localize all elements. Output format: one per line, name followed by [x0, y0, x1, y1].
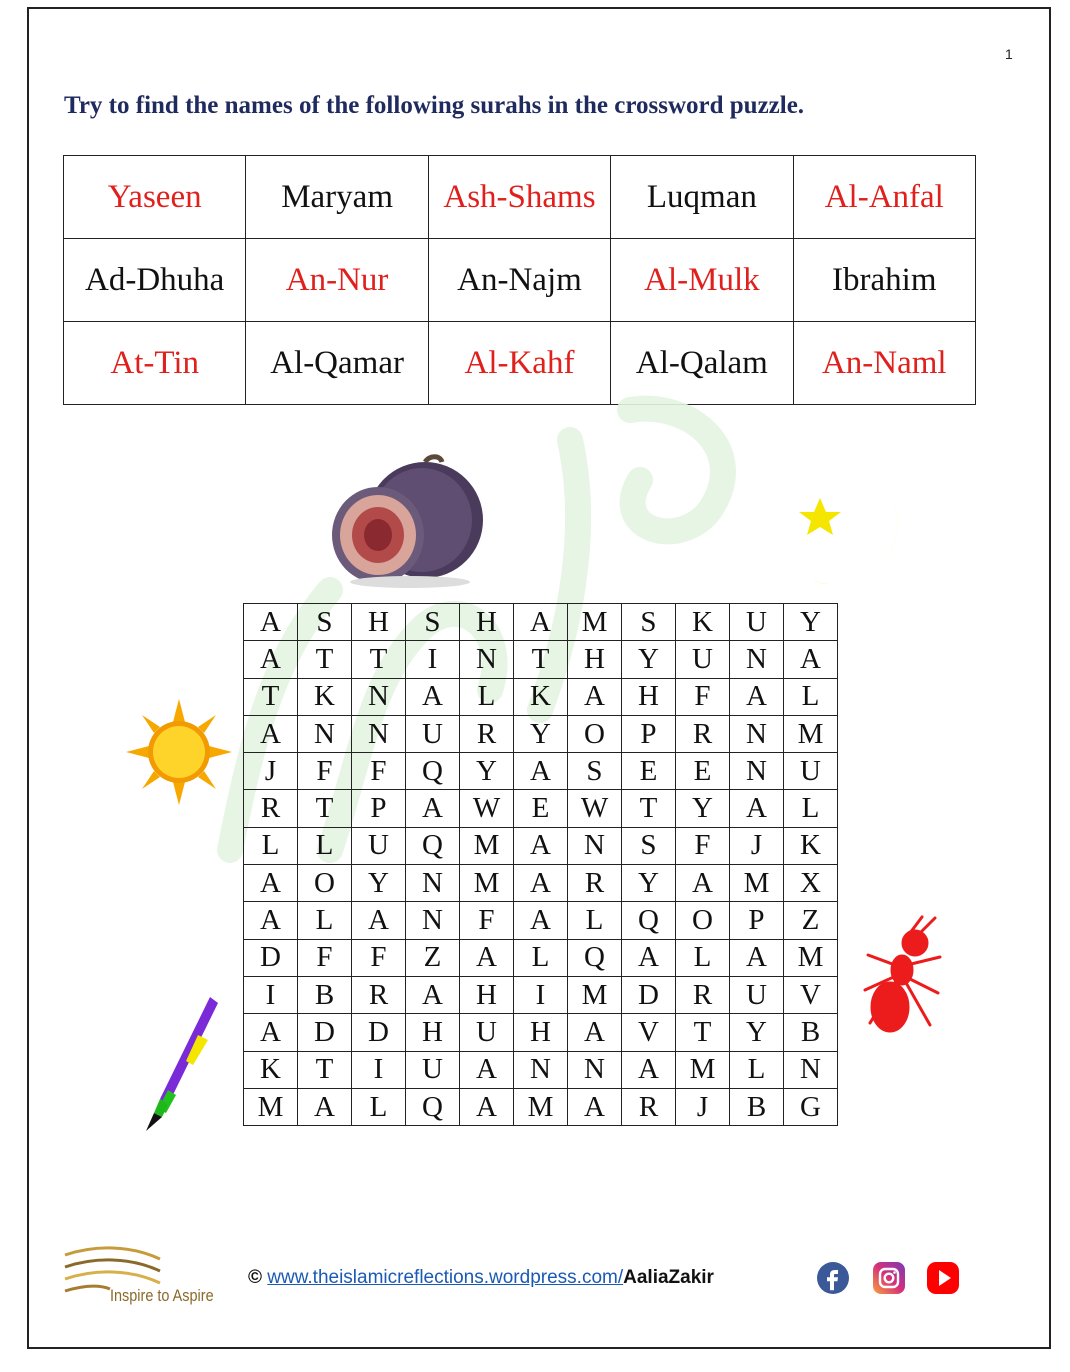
grid-row	[244, 1088, 838, 1125]
sun-image	[124, 697, 234, 807]
grid-letter-cell[interactable]: M	[568, 976, 622, 1013]
grid-letter-cell[interactable]: S	[298, 604, 352, 641]
grid-letter-cell[interactable]: A	[460, 1051, 514, 1088]
grid-letter-cell[interactable]: K	[784, 827, 838, 864]
grid-letter-cell[interactable]: B	[730, 1088, 784, 1125]
grid-letter-cell[interactable]: X	[784, 865, 838, 902]
surah-row	[64, 156, 976, 239]
grid-letter-cell[interactable]: T	[298, 790, 352, 827]
grid-letter-cell[interactable]: U	[406, 715, 460, 752]
grid-letter-cell[interactable]: K	[244, 1051, 298, 1088]
grid-letter-cell[interactable]: W	[460, 790, 514, 827]
grid-letter-cell[interactable]: T	[676, 1014, 730, 1051]
grid-letter-cell[interactable]: U	[730, 976, 784, 1013]
grid-letter-cell[interactable]: I	[406, 641, 460, 678]
grid-letter-cell[interactable]: A	[730, 678, 784, 715]
grid-letter-cell[interactable]: A	[568, 1014, 622, 1051]
grid-letter-cell[interactable]: T	[514, 641, 568, 678]
author-name: AaliaZakir	[623, 1267, 714, 1288]
grid-letter-cell[interactable]: A	[514, 827, 568, 864]
grid-letter-cell[interactable]: A	[244, 604, 298, 641]
grid-letter-cell[interactable]: F	[352, 753, 406, 790]
grid-letter-cell[interactable]: N	[568, 827, 622, 864]
grid-letter-cell[interactable]: A	[730, 790, 784, 827]
grid-letter-cell[interactable]: A	[406, 678, 460, 715]
grid-letter-cell[interactable]: H	[622, 678, 676, 715]
grid-letter-cell[interactable]: I	[352, 1051, 406, 1088]
grid-letter-cell[interactable]: Z	[406, 939, 460, 976]
grid-row	[244, 902, 838, 939]
grid-row	[244, 827, 838, 864]
grid-letter-cell[interactable]: H	[406, 1014, 460, 1051]
grid-letter-cell[interactable]: K	[298, 678, 352, 715]
grid-letter-cell[interactable]: V	[784, 976, 838, 1013]
grid-letter-cell[interactable]: P	[730, 902, 784, 939]
grid-letter-cell[interactable]: Y	[514, 715, 568, 752]
grid-row	[244, 604, 838, 641]
grid-letter-cell[interactable]: N	[460, 641, 514, 678]
grid-letter-cell[interactable]: J	[676, 1088, 730, 1125]
grid-letter-cell[interactable]: N	[406, 865, 460, 902]
grid-row	[244, 641, 838, 678]
grid-letter-cell[interactable]: A	[568, 678, 622, 715]
grid-letter-cell[interactable]: S	[622, 827, 676, 864]
grid-letter-cell[interactable]: A	[784, 641, 838, 678]
grid-letter-cell[interactable]: L	[514, 939, 568, 976]
grid-letter-cell[interactable]: B	[784, 1014, 838, 1051]
grid-letter-cell[interactable]: H	[460, 976, 514, 1013]
grid-letter-cell[interactable]: K	[514, 678, 568, 715]
surah-name-cell: Al-Anfal	[793, 156, 975, 239]
grid-letter-cell[interactable]: E	[622, 753, 676, 790]
surah-name-cell: Ash-Shams	[428, 156, 610, 239]
grid-letter-cell[interactable]: P	[352, 790, 406, 827]
grid-letter-cell[interactable]: M	[514, 1088, 568, 1125]
grid-letter-cell[interactable]: F	[460, 902, 514, 939]
grid-letter-cell[interactable]: M	[730, 865, 784, 902]
surah-name-cell: At-Tin	[64, 322, 246, 405]
grid-letter-cell[interactable]: H	[460, 604, 514, 641]
grid-letter-cell[interactable]: N	[568, 1051, 622, 1088]
facebook-icon[interactable]	[817, 1262, 849, 1294]
grid-letter-cell[interactable]: Z	[784, 902, 838, 939]
grid-letter-cell[interactable]: R	[676, 715, 730, 752]
grid-letter-cell[interactable]: R	[568, 865, 622, 902]
grid-letter-cell[interactable]: N	[784, 1051, 838, 1088]
surah-name-cell: Al-Kahf	[428, 322, 610, 405]
grid-letter-cell[interactable]: M	[244, 1088, 298, 1125]
surah-row	[64, 239, 976, 322]
grid-letter-cell[interactable]: T	[244, 678, 298, 715]
grid-letter-cell[interactable]: S	[568, 753, 622, 790]
grid-letter-cell[interactable]: S	[406, 604, 460, 641]
surah-name-cell: An-Najm	[428, 239, 610, 322]
grid-letter-cell[interactable]: N	[514, 1051, 568, 1088]
grid-letter-cell[interactable]: A	[298, 1088, 352, 1125]
grid-letter-cell[interactable]: R	[244, 790, 298, 827]
grid-letter-cell[interactable]: Q	[568, 939, 622, 976]
grid-letter-cell[interactable]: B	[298, 976, 352, 1013]
grid-letter-cell[interactable]: H	[568, 641, 622, 678]
grid-letter-cell[interactable]: Y	[460, 753, 514, 790]
grid-letter-cell[interactable]: Y	[352, 865, 406, 902]
surah-name-cell: An-Nur	[246, 239, 428, 322]
surah-name-cell: Al-Qalam	[611, 322, 793, 405]
grid-letter-cell[interactable]: W	[568, 790, 622, 827]
surah-name-cell: An-Naml	[793, 322, 975, 405]
grid-letter-cell[interactable]: F	[352, 939, 406, 976]
grid-letter-cell[interactable]: A	[514, 865, 568, 902]
grid-letter-cell[interactable]: Y	[676, 790, 730, 827]
grid-letter-cell[interactable]: N	[298, 715, 352, 752]
grid-letter-cell[interactable]: H	[514, 1014, 568, 1051]
surah-name-cell: Ad-Dhuha	[64, 239, 246, 322]
grid-letter-cell[interactable]: A	[406, 976, 460, 1013]
grid-letter-cell[interactable]: U	[352, 827, 406, 864]
grid-letter-cell[interactable]: I	[244, 976, 298, 1013]
grid-letter-cell[interactable]: D	[352, 1014, 406, 1051]
grid-letter-cell[interactable]: Q	[406, 1088, 460, 1125]
grid-letter-cell[interactable]: A	[568, 1088, 622, 1125]
grid-letter-cell[interactable]: T	[622, 790, 676, 827]
grid-letter-cell[interactable]: A	[460, 1088, 514, 1125]
grid-letter-cell[interactable]: D	[298, 1014, 352, 1051]
grid-letter-cell[interactable]: Q	[406, 827, 460, 864]
crescent-moon-star-image	[780, 470, 910, 600]
grid-letter-cell[interactable]: L	[298, 902, 352, 939]
grid-letter-cell[interactable]: L	[730, 1051, 784, 1088]
surah-name-cell: Ibrahim	[793, 239, 975, 322]
grid-letter-cell[interactable]: N	[730, 715, 784, 752]
grid-letter-cell[interactable]: L	[676, 939, 730, 976]
grid-letter-cell[interactable]: N	[406, 902, 460, 939]
grid-letter-cell[interactable]: A	[406, 790, 460, 827]
grid-letter-cell[interactable]: L	[784, 790, 838, 827]
grid-letter-cell[interactable]: P	[622, 715, 676, 752]
grid-letter-cell[interactable]: L	[460, 678, 514, 715]
grid-letter-cell[interactable]: Y	[730, 1014, 784, 1051]
grid-letter-cell[interactable]: A	[676, 865, 730, 902]
word-search-grid	[243, 603, 838, 1126]
grid-letter-cell[interactable]: M	[460, 865, 514, 902]
surah-name-cell: Maryam	[246, 156, 428, 239]
grid-letter-cell[interactable]: V	[622, 1014, 676, 1051]
grid-letter-cell[interactable]: E	[676, 753, 730, 790]
pen-image	[138, 995, 223, 1135]
grid-letter-cell[interactable]: O	[298, 865, 352, 902]
grid-letter-cell[interactable]: L	[298, 827, 352, 864]
grid-letter-cell[interactable]: N	[730, 753, 784, 790]
instagram-icon[interactable]	[873, 1262, 905, 1294]
grid-letter-cell[interactable]: A	[514, 604, 568, 641]
grid-letter-cell[interactable]: Q	[622, 902, 676, 939]
grid-letter-cell[interactable]: N	[730, 641, 784, 678]
grid-letter-cell[interactable]: U	[784, 753, 838, 790]
grid-letter-cell[interactable]: M	[568, 604, 622, 641]
grid-letter-cell[interactable]: L	[244, 827, 298, 864]
grid-letter-cell[interactable]: O	[676, 902, 730, 939]
grid-letter-cell[interactable]: A	[514, 902, 568, 939]
youtube-icon[interactable]	[927, 1262, 959, 1294]
grid-row	[244, 715, 838, 752]
page-number: 1	[1005, 46, 1013, 62]
grid-letter-cell[interactable]: L	[568, 902, 622, 939]
grid-letter-cell[interactable]: A	[460, 939, 514, 976]
fig-image	[330, 450, 485, 590]
grid-letter-cell[interactable]: K	[676, 604, 730, 641]
footer-copyright	[248, 1267, 714, 1289]
grid-letter-cell[interactable]: D	[622, 976, 676, 1013]
grid-letter-cell[interactable]: E	[514, 790, 568, 827]
grid-letter-cell[interactable]: Y	[784, 604, 838, 641]
grid-letter-cell[interactable]: U	[406, 1051, 460, 1088]
website-link[interactable]: www.theislamicreflections.wordpress.com/	[267, 1267, 624, 1288]
grid-letter-cell[interactable]: T	[352, 641, 406, 678]
grid-letter-cell[interactable]: T	[298, 641, 352, 678]
copyright-symbol: ©	[248, 1267, 262, 1288]
grid-letter-cell[interactable]: R	[676, 976, 730, 1013]
grid-letter-cell[interactable]: L	[352, 1088, 406, 1125]
surah-name-cell: Yaseen	[64, 156, 246, 239]
grid-row	[244, 790, 838, 827]
grid-letter-cell[interactable]: F	[676, 678, 730, 715]
grid-letter-cell[interactable]: S	[622, 604, 676, 641]
grid-row	[244, 1051, 838, 1088]
surah-name-cell: Al-Qamar	[246, 322, 428, 405]
grid-letter-cell[interactable]: M	[676, 1051, 730, 1088]
grid-letter-cell[interactable]: A	[622, 1051, 676, 1088]
surah-name-cell: Luqman	[611, 156, 793, 239]
grid-letter-cell[interactable]: J	[730, 827, 784, 864]
grid-letter-cell[interactable]: M	[460, 827, 514, 864]
grid-letter-cell[interactable]: N	[352, 678, 406, 715]
grid-row	[244, 1014, 838, 1051]
grid-letter-cell[interactable]: I	[514, 976, 568, 1013]
grid-letter-cell[interactable]: A	[352, 902, 406, 939]
grid-letter-cell[interactable]: M	[784, 939, 838, 976]
surah-name-cell: Al-Mulk	[611, 239, 793, 322]
grid-letter-cell[interactable]: N	[352, 715, 406, 752]
grid-letter-cell[interactable]: T	[298, 1051, 352, 1088]
grid-letter-cell[interactable]: F	[676, 827, 730, 864]
grid-letter-cell[interactable]: G	[784, 1088, 838, 1125]
grid-row	[244, 753, 838, 790]
grid-letter-cell[interactable]: H	[352, 604, 406, 641]
grid-letter-cell[interactable]: A	[622, 939, 676, 976]
grid-letter-cell[interactable]: Y	[622, 865, 676, 902]
grid-letter-cell[interactable]: Q	[406, 753, 460, 790]
grid-letter-cell[interactable]: A	[244, 865, 298, 902]
grid-letter-cell[interactable]: D	[244, 939, 298, 976]
grid-letter-cell[interactable]: U	[730, 604, 784, 641]
grid-letter-cell[interactable]: M	[784, 715, 838, 752]
grid-letter-cell[interactable]: R	[460, 715, 514, 752]
grid-letter-cell[interactable]: F	[298, 753, 352, 790]
grid-letter-cell[interactable]: J	[244, 753, 298, 790]
grid-letter-cell[interactable]: R	[622, 1088, 676, 1125]
grid-row	[244, 976, 838, 1013]
grid-letter-cell[interactable]: A	[244, 641, 298, 678]
grid-letter-cell[interactable]: L	[784, 678, 838, 715]
grid-letter-cell[interactable]: A	[244, 902, 298, 939]
grid-letter-cell[interactable]: O	[568, 715, 622, 752]
grid-row	[244, 678, 838, 715]
grid-row	[244, 865, 838, 902]
ant-image	[860, 915, 945, 1040]
grid-letter-cell[interactable]: A	[730, 939, 784, 976]
grid-letter-cell[interactable]: A	[244, 1014, 298, 1051]
logo-text: Inspire to Aspire	[110, 1286, 214, 1305]
instruction-heading: Try to find the names of the following surahs in the crossword puzzle.	[64, 92, 805, 119]
grid-letter-cell[interactable]: R	[352, 976, 406, 1013]
grid-letter-cell[interactable]: Y	[622, 641, 676, 678]
grid-letter-cell[interactable]: A	[514, 753, 568, 790]
grid-letter-cell[interactable]: U	[676, 641, 730, 678]
grid-letter-cell[interactable]: F	[298, 939, 352, 976]
grid-letter-cell[interactable]: U	[460, 1014, 514, 1051]
grid-row	[244, 939, 838, 976]
grid-letter-cell[interactable]: A	[244, 715, 298, 752]
